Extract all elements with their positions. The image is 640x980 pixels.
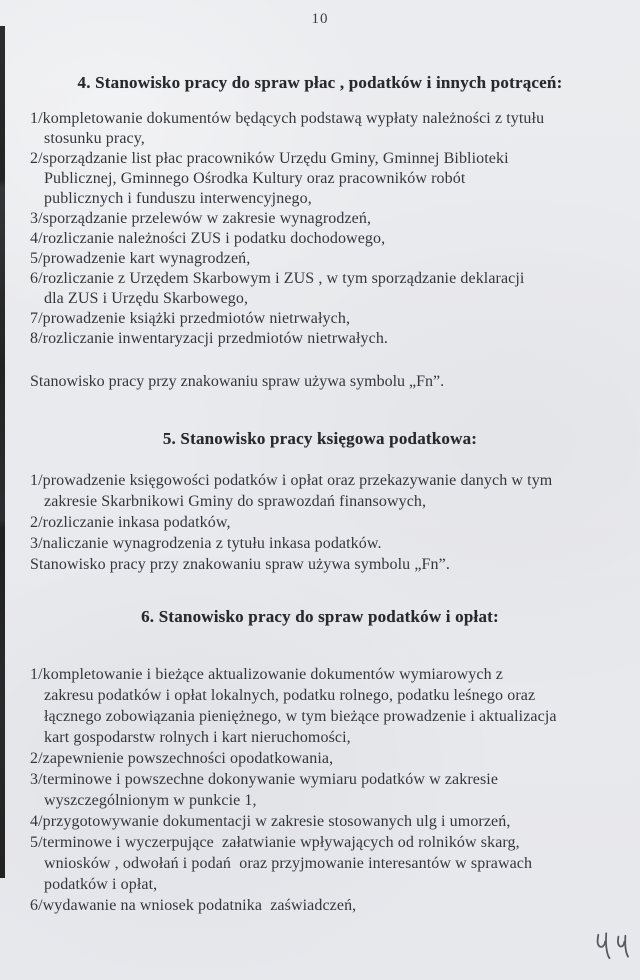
body-line: 3/naliczanie wynagrodzenia z tytułu inkasa podatków. — [30, 535, 382, 552]
section-6-body — [30, 664, 618, 916]
body-line: 4/rozliczanie należności ZUS i podatku dochodowego, — [30, 230, 386, 247]
body-line: 3/terminowe i powszechne dokonywanie wymiaru podatków w zakresie — [30, 771, 499, 788]
body-line: 2/sporządzanie list płac pracowników Urzędu Gminy, Gminnej Biblioteki — [30, 150, 509, 167]
section-4-heading: 4. Stanowisko pracy do spraw płac , podatków i innych potrąceń: — [77, 73, 563, 92]
body-line: 2/zapewnienie powszechności opodatkowania, — [30, 750, 334, 767]
body-line: łącznego zobowiązania pieniężnego, w tym bieżące prowadzenie i aktualizacja — [44, 708, 557, 725]
handwritten-mark-44 — [591, 927, 635, 969]
body-line: stosunku pracy, — [44, 130, 145, 147]
body-line: 5/prowadzenie kart wynagrodzeń, — [30, 250, 251, 267]
body-line: 2/rozliczanie inkasa podatków, — [30, 514, 231, 531]
body-line: 5/terminowe i wyczerpujące załatwianie wpływających od rolników skarg, — [30, 834, 520, 851]
body-line: 4/przygotowywanie dokumentacji w zakresie stosowanych ulg i umorzeń, — [30, 813, 511, 830]
body-line: wniosków , odwołań i podań oraz przyjmowanie interesantów w sprawach — [44, 855, 533, 872]
section-4-symbol-note: Stanowisko pracy przy znakowaniu spraw używa symbolu „Fn”. — [30, 373, 445, 390]
scan-edge-artifact — [0, 26, 5, 878]
body-line: 1/kompletowanie i bieżące aktualizowanie dokumentów wymiarowych z — [30, 666, 504, 683]
body-line: 3/sporządzanie przelewów w zakresie wynagrodzeń, — [30, 210, 372, 227]
body-line: 1/prowadzenie księgowości podatków i opłat oraz przekazywanie danych w tym — [30, 472, 553, 489]
body-line: 6/rozliczanie z Urzędem Skarbowym i ZUS , w tym sporządzanie deklaracji — [30, 270, 525, 287]
body-line: publicznych i funduszu interwencyjnego, — [44, 190, 312, 207]
section-4-body — [30, 109, 618, 349]
body-line: 6/wydawanie na wniosek podatnika zaświadczeń, — [30, 897, 357, 914]
section-5-symbol-note: Stanowisko pracy przy znakowaniu spraw używa symbolu „Fn”. — [30, 556, 450, 573]
body-line: dla ZUS i Urzędu Skarbowego, — [44, 290, 249, 307]
body-line: kart gospodarstw rolnych i kart nieruchomości, — [44, 729, 351, 746]
body-line: podatków i opłat, — [44, 876, 158, 893]
page-number: 10 — [311, 11, 329, 27]
body-line: 7/prowadzenie książki przedmiotów nietrwałych, — [30, 310, 351, 327]
body-line: 1/kompletowanie dokumentów będących podstawą wypłaty należności z tytułu — [30, 110, 545, 127]
body-line: 8/rozliczanie inwentaryzacji przedmiotów nietrwałych. — [30, 330, 389, 347]
section-6-heading: 6. Stanowisko pracy do spraw podatków i opłat: — [141, 607, 499, 626]
body-line: wyszczególnionym w punkcie 1, — [44, 792, 257, 809]
section-5-heading: 5. Stanowisko pracy księgowa podatkowa: — [162, 429, 478, 448]
body-line: zakresie Skarbnikowi Gminy do sprawozdań finansowych, — [44, 493, 427, 510]
body-line: zakresu podatków i opłat lokalnych, podatku rolnego, podatku leśnego oraz — [44, 687, 536, 704]
body-line: Publicznej, Gminnego Ośrodka Kultury oraz pracowników robót — [44, 170, 466, 187]
section-5-body — [30, 470, 618, 575]
